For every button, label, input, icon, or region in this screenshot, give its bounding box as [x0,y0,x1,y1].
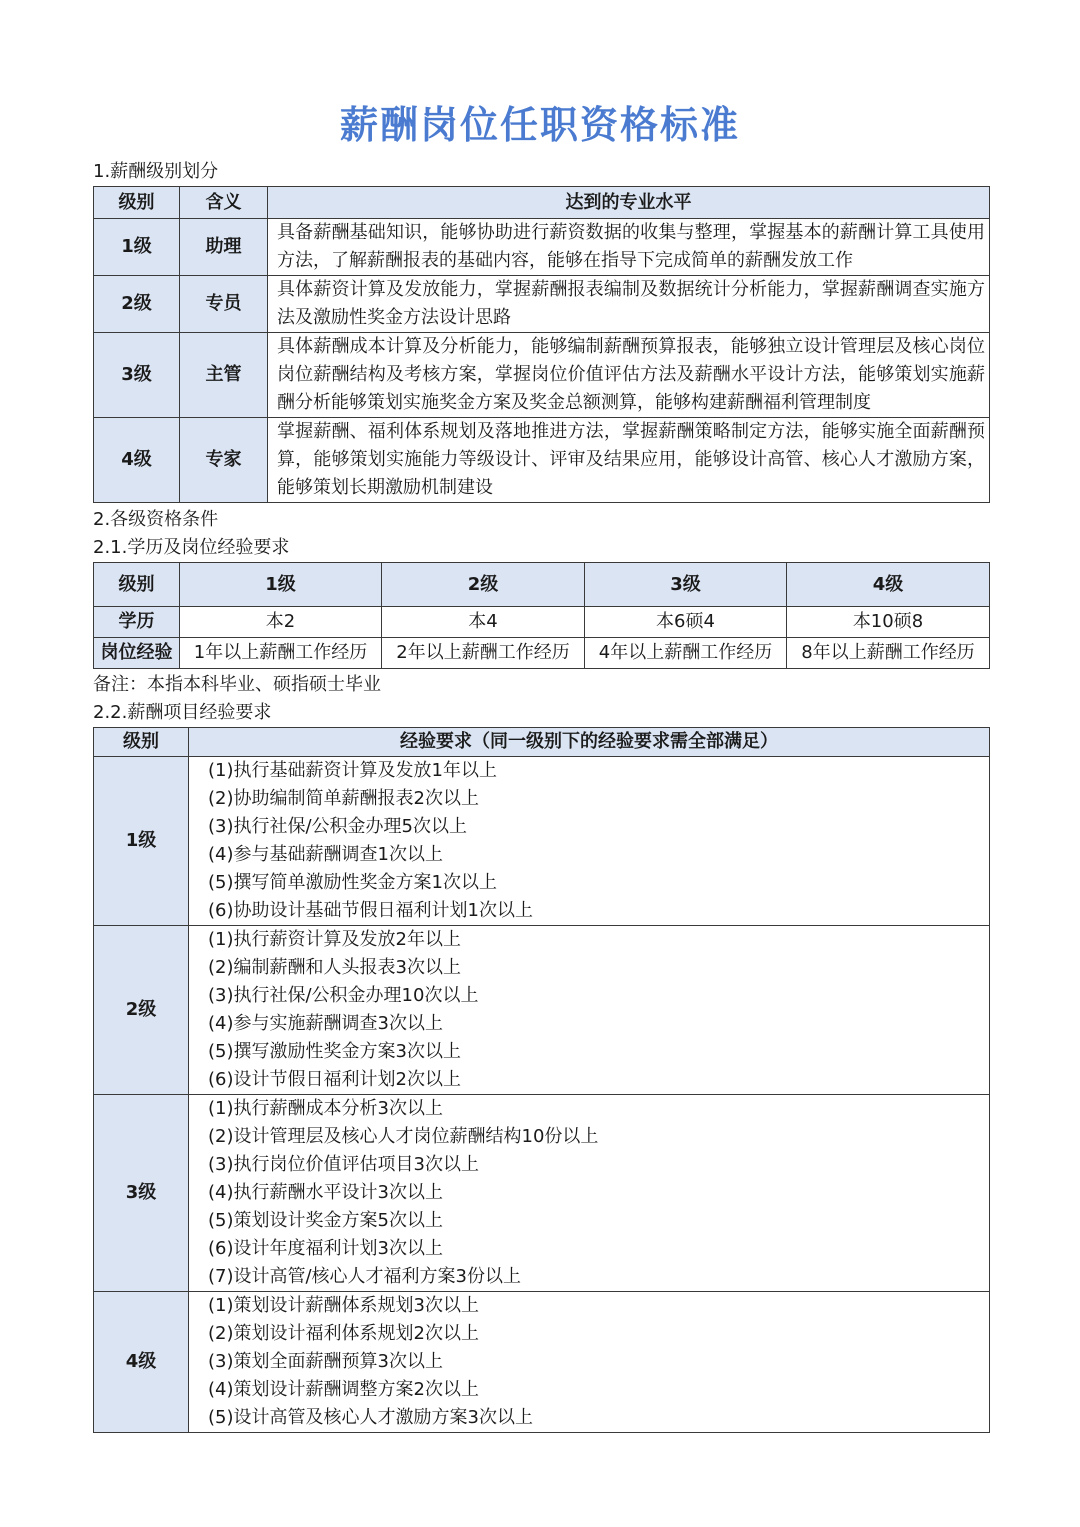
table-row [94,418,990,503]
list-item: (7)设计高管/核心人才福利方案3份以上 [208,1266,522,1287]
list-item: (1)执行基础薪资计算及发放1年以上 [208,760,497,781]
section-2-2-heading: 2.2.薪酬项目经验要求 [93,702,272,723]
table-row [94,757,990,926]
section-1-heading: 1.薪酬级别划分 [93,161,219,182]
requirements-cell [189,1095,990,1292]
level-cell: 4级 [94,1292,189,1433]
level-cell: 1级 [94,757,189,926]
list-item: (2)编制薪酬和人头报表3次以上 [208,957,461,978]
meaning-cell: 专家 [180,418,268,503]
level-cell: 2级 [94,276,180,333]
list-item: (5)撰写简单激励性奖金方案1次以上 [208,872,497,893]
list-item: (6)设计年度福利计划3次以上 [208,1238,443,1259]
education-experience-table [93,562,990,669]
description-cell: 具体薪资计算及发放能力，掌握薪酬报表编制及数据统计分析能力，掌握薪酬调查实施方法及激励性奖金方法设计思路 [268,276,990,333]
project-experience-table [93,727,990,1433]
requirements-cell [189,1292,990,1433]
table-header-cell: 级别 [94,563,180,607]
list-item: (3)执行岗位价值评估项目3次以上 [208,1154,479,1175]
row-label-cell: 学历 [94,607,180,638]
list-item: (5)设计高管及核心人才激励方案3次以上 [208,1407,533,1428]
list-item: (4)策划设计薪酬调整方案2次以上 [208,1379,479,1400]
level-cell: 1级 [94,219,180,276]
table-cell: 本4 [382,607,585,638]
table-row [94,926,990,1095]
table-row [94,276,990,333]
list-item: (1)策划设计薪酬体系规划3次以上 [208,1295,479,1316]
table-row [94,219,990,276]
table-cell: 本6硕4 [585,607,787,638]
list-item: (2)协助编制简单薪酬报表2次以上 [208,788,479,809]
table-row [94,638,990,669]
table-cell: 本2 [180,607,382,638]
level-cell: 3级 [94,1095,189,1292]
table-header-cell: 级别 [94,187,180,219]
list-item: (5)撰写激励性奖金方案3次以上 [208,1041,461,1062]
table-header-cell: 含义 [180,187,268,219]
list-item: (3)执行社保/公积金办理5次以上 [208,816,468,837]
requirements-cell [189,757,990,926]
level-cell: 2级 [94,926,189,1095]
table-header-cell: 3级 [585,563,787,607]
list-item: (2)策划设计福利体系规划2次以上 [208,1323,479,1344]
table-row [94,333,990,418]
list-item: (6)协助设计基础节假日福利计划1次以上 [208,900,533,921]
list-item: (5)策划设计奖金方案5次以上 [208,1210,443,1231]
table-header-cell: 4级 [787,563,990,607]
list-item: (1)执行薪资计算及发放2年以上 [208,929,461,950]
meaning-cell: 主管 [180,333,268,418]
section-2-heading: 2.各级资格条件 [93,509,219,530]
requirements-cell [189,926,990,1095]
table-cell: 本10硕8 [787,607,990,638]
list-item: (3)执行社保/公积金办理10次以上 [208,985,479,1006]
table-header-cell: 1级 [180,563,382,607]
list-item: (6)设计节假日福利计划2次以上 [208,1069,461,1090]
level-cell: 4级 [94,418,180,503]
description-cell: 具体薪酬成本计算及分析能力，能够编制薪酬预算报表，能够独立设计管理层及核心岗位岗位薪酬结构及考核方案，掌握岗位价值评估方法及薪酬水平设计方法，能够策划实施薪酬分析能够策划实施奖金方案及奖金总额测算，能够构建薪酬福利管理制度 [268,333,990,418]
table-header-cell: 经验要求（同一级别下的经验要求需全部满足） [189,728,990,757]
table-cell: 1年以上薪酬工作经历 [180,638,382,669]
note-text: 备注：本指本科毕业、硕指硕士毕业 [93,674,381,695]
table-cell: 4年以上薪酬工作经历 [585,638,787,669]
table-header-cell: 2级 [382,563,585,607]
table-row [94,1292,990,1433]
list-item: (4)执行薪酬水平设计3次以上 [208,1182,443,1203]
page-title: 薪酬岗位任职资格标准 [339,103,740,147]
table-row [94,607,990,638]
list-item: (1)执行薪酬成本分析3次以上 [208,1098,443,1119]
table-cell: 2年以上薪酬工作经历 [382,638,585,669]
table-row [94,1095,990,1292]
level-cell: 3级 [94,333,180,418]
list-item: (4)参与实施薪酬调查3次以上 [208,1013,443,1034]
meaning-cell: 专员 [180,276,268,333]
description-cell: 具备薪酬基础知识，能够协助进行薪资数据的收集与整理，掌握基本的薪酬计算工具使用方法，了解薪酬报表的基础内容，能够在指导下完成简单的薪酬发放工作 [268,219,990,276]
list-item: (2)设计管理层及核心人才岗位薪酬结构10份以上 [208,1126,599,1147]
table-header-cell: 级别 [94,728,189,757]
level-division-table [93,186,990,503]
table-cell: 8年以上薪酬工作经历 [787,638,990,669]
table-header-cell: 达到的专业水平 [268,187,990,219]
list-item: (3)策划全面薪酬预算3次以上 [208,1351,443,1372]
section-2-1-heading: 2.1.学历及岗位经验要求 [93,537,290,558]
list-item: (4)参与基础薪酬调查1次以上 [208,844,443,865]
meaning-cell: 助理 [180,219,268,276]
description-cell: 掌握薪酬、福利体系规划及落地推进方法，掌握薪酬策略制定方法，能够实施全面薪酬预算，能够策划实施能力等级设计、评审及结果应用，能够设计高管、核心人才激励方案，能够策划长期激励机制建设 [268,418,990,503]
row-label-cell: 岗位经验 [94,638,180,669]
